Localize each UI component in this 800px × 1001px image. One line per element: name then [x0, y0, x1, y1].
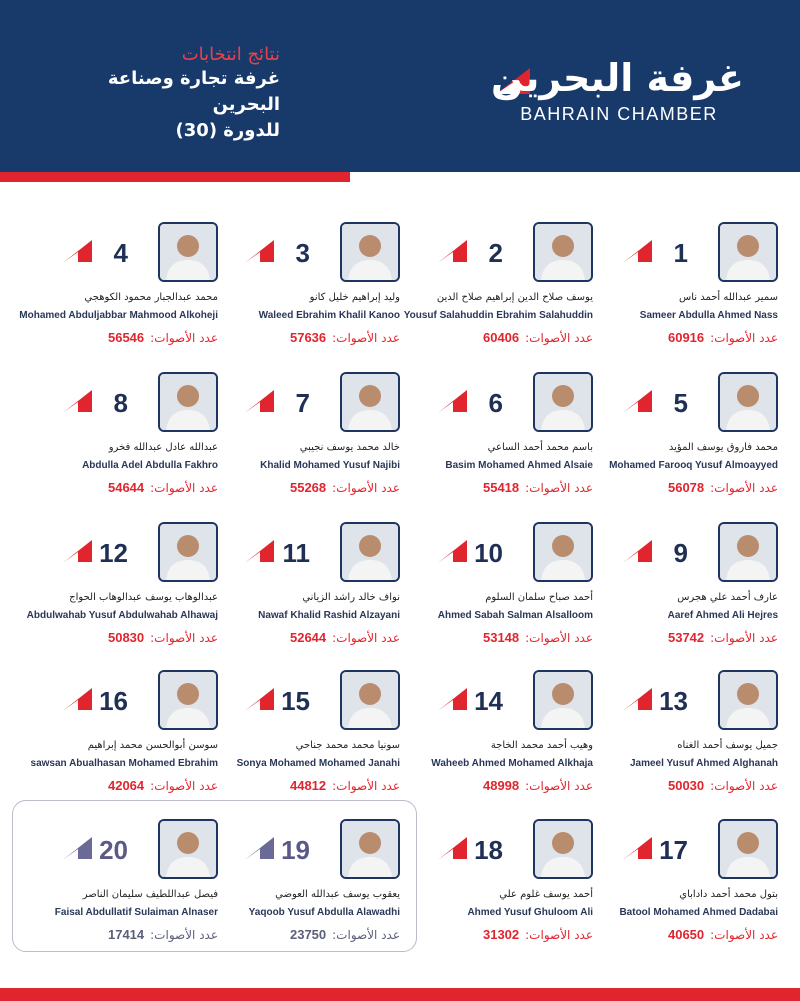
candidate-votes — [210, 330, 400, 345]
rank-triangle-icon — [64, 688, 92, 710]
candidate-votes — [403, 330, 593, 345]
votes-label: عدد الأصوات: — [332, 779, 400, 793]
votes-label: عدد الأصوات: — [332, 631, 400, 645]
candidate-photo — [158, 372, 218, 432]
candidate-card — [210, 522, 400, 662]
candidate-name-arabic: وليد إبراهيم خليل كانو — [309, 292, 400, 303]
votes-count: 23750 — [289, 927, 327, 942]
header-red-stripe — [0, 172, 350, 182]
candidate-name-arabic: محمد فاروق يوسف المؤيد — [668, 442, 778, 453]
votes-count: 57636 — [289, 330, 327, 345]
portrait-icon — [342, 524, 398, 580]
candidate-photo — [718, 372, 778, 432]
candidate-name-arabic: أحمد صباح سلمان السلوم — [485, 592, 593, 603]
candidate-rank: 19 — [281, 835, 310, 865]
votes-count: 31302 — [482, 927, 520, 942]
candidate-name-arabic: باسم محمد أحمد الساعي — [487, 442, 593, 453]
votes-count: 42064 — [107, 778, 145, 793]
candidate-card — [19, 222, 218, 362]
candidate-votes — [588, 480, 778, 495]
rank-triangle-icon — [624, 390, 652, 412]
footer-red-bar — [0, 988, 800, 1001]
candidate-name-english: Sameer Abdulla Ahmed Nass — [639, 310, 778, 321]
candidate-name-english: Waheeb Ahmed Mohamed Alkhaja — [431, 758, 593, 769]
candidate-rank: 17 — [659, 835, 688, 865]
candidate-card — [210, 819, 400, 959]
candidate-votes — [588, 927, 778, 942]
candidate-photo — [340, 670, 400, 730]
portrait-icon — [535, 374, 591, 430]
candidate-card — [210, 372, 400, 512]
candidate-name-arabic: خالد محمد يوسف نجيبي — [299, 442, 400, 453]
candidate-votes — [28, 480, 218, 495]
candidate-name-arabic: سمير عبدالله أحمد ناس — [679, 292, 778, 303]
portrait-icon — [535, 672, 591, 728]
candidate-name-arabic: يوسف صلاح الدين إبراهيم صلاح الدين — [436, 292, 593, 303]
candidate-name-arabic: بتول محمد أحمد داداباي — [679, 889, 778, 900]
title-line-2: غرفة تجارة وصناعة البحرين — [107, 68, 280, 115]
candidate-votes — [28, 927, 218, 942]
rank-triangle-icon — [246, 240, 274, 262]
candidate-name-english: Abdulwahab Yusuf Abdulwahab Alhawaj — [26, 610, 218, 621]
votes-label: عدد الأصوات: — [525, 481, 593, 495]
candidate-photo — [158, 522, 218, 582]
rank-triangle-icon — [624, 688, 652, 710]
candidate-card — [28, 819, 218, 959]
candidate-rank: 6 — [488, 388, 503, 418]
candidate-votes — [403, 480, 593, 495]
candidate-rank: 14 — [474, 686, 503, 716]
candidate-votes — [403, 778, 593, 793]
portrait-icon — [160, 374, 216, 430]
portrait-icon — [342, 224, 398, 280]
votes-count: 48998 — [482, 778, 520, 793]
candidate-rank: 5 — [673, 388, 688, 418]
rank-triangle-icon — [246, 390, 274, 412]
votes-count: 55418 — [482, 480, 520, 495]
votes-count: 54644 — [107, 480, 145, 495]
candidate-votes — [210, 927, 400, 942]
portrait-icon — [342, 821, 398, 877]
candidate-card — [403, 819, 593, 959]
rank-triangle-icon — [64, 390, 92, 412]
votes-label: عدد الأصوات: — [525, 631, 593, 645]
portrait-icon — [535, 224, 591, 280]
votes-count: 55268 — [289, 480, 327, 495]
rank-triangle-icon — [64, 837, 92, 859]
portrait-icon — [535, 821, 591, 877]
candidate-votes — [403, 630, 593, 645]
portrait-icon — [160, 672, 216, 728]
candidate-rank: 16 — [99, 686, 128, 716]
candidate-name-arabic: سونيا محمد محمد جناحي — [295, 740, 400, 751]
rank-triangle-icon — [624, 240, 652, 262]
candidate-name-english: Ahmed Yusuf Ghuloom Ali — [467, 907, 593, 918]
candidate-photo — [533, 222, 593, 282]
votes-label: عدد الأصوات: — [710, 779, 778, 793]
candidate-name-english: Nawaf Khalid Rashid Alzayani — [258, 610, 400, 621]
votes-count: 40650 — [667, 927, 705, 942]
votes-label: عدد الأصوات: — [332, 331, 400, 345]
portrait-icon — [160, 821, 216, 877]
candidate-name-arabic: عارف أحمد علي هجرس — [677, 592, 778, 603]
votes-count: 56078 — [667, 480, 705, 495]
votes-count: 17414 — [107, 927, 145, 942]
candidate-rank: 2 — [488, 238, 503, 268]
candidate-votes — [28, 630, 218, 645]
votes-count: 53742 — [667, 630, 705, 645]
votes-count: 44812 — [289, 778, 327, 793]
candidate-rank: 8 — [113, 388, 128, 418]
votes-label: عدد الأصوات: — [710, 928, 778, 942]
votes-label: عدد الأصوات: — [332, 481, 400, 495]
candidate-card — [28, 522, 218, 662]
candidate-votes — [588, 330, 778, 345]
candidate-name-english: Khalid Mohamed Yusuf Najibi — [260, 460, 400, 471]
candidate-rank: 4 — [113, 238, 128, 268]
candidate-card — [588, 372, 778, 512]
rank-triangle-icon — [246, 688, 274, 710]
candidate-rank: 18 — [474, 835, 503, 865]
votes-label: عدد الأصوات: — [150, 331, 218, 345]
candidate-name-arabic: عبدالوهاب يوسف عبدالوهاب الحواج — [69, 592, 218, 603]
candidate-name-english: Aaref Ahmed Ali Hejres — [667, 610, 778, 621]
candidate-card — [28, 670, 218, 810]
candidate-name-english: Basim Mohamed Ahmed Alsaie — [445, 460, 593, 471]
candidate-votes — [210, 630, 400, 645]
portrait-icon — [535, 524, 591, 580]
portrait-icon — [720, 821, 776, 877]
votes-label: عدد الأصوات: — [710, 331, 778, 345]
page-title — [40, 44, 280, 144]
portrait-icon — [720, 374, 776, 430]
candidate-rank: 13 — [659, 686, 688, 716]
rank-triangle-icon — [624, 540, 652, 562]
candidate-name-arabic: سوسن أبوالحسن محمد إبراهيم — [87, 740, 218, 751]
rank-triangle-icon — [246, 837, 274, 859]
candidate-rank: 12 — [99, 538, 128, 568]
candidate-rank: 15 — [281, 686, 310, 716]
rank-triangle-icon — [439, 688, 467, 710]
candidate-card — [588, 222, 778, 362]
votes-label: عدد الأصوات: — [525, 331, 593, 345]
candidate-card — [588, 522, 778, 662]
candidate-name-arabic: محمد عبدالجبار محمود الكوهجي — [84, 292, 218, 303]
votes-label: عدد الأصوات: — [710, 631, 778, 645]
votes-label: عدد الأصوات: — [525, 779, 593, 793]
candidate-photo — [340, 819, 400, 879]
portrait-icon — [342, 374, 398, 430]
candidate-name-english: Sonya Mohamed Mohamed Janahi — [236, 758, 400, 769]
candidate-photo — [533, 670, 593, 730]
candidate-name-arabic: فيصل عبداللطيف سليمان الناصر — [82, 889, 218, 900]
bahrain-chamber-logo — [490, 56, 754, 130]
candidate-votes — [28, 778, 218, 793]
candidate-card — [588, 819, 778, 959]
votes-label: عدد الأصوات: — [525, 928, 593, 942]
candidate-photo — [533, 372, 593, 432]
candidate-photo — [533, 522, 593, 582]
portrait-icon — [160, 524, 216, 580]
portrait-icon — [720, 524, 776, 580]
votes-label: عدد الأصوات: — [150, 779, 218, 793]
title-line-3: للدورة (30) — [175, 120, 280, 141]
candidate-name-arabic: عبدالله عادل عبدالله فخرو — [108, 442, 218, 453]
candidate-rank: 1 — [673, 238, 688, 268]
rank-triangle-icon — [439, 837, 467, 859]
candidate-name-arabic: أحمد يوسف غلوم علي — [499, 889, 593, 900]
rank-triangle-icon — [624, 837, 652, 859]
candidate-name-arabic: يعقوب يوسف عبدالله العوضي — [275, 889, 400, 900]
portrait-icon — [720, 224, 776, 280]
candidate-name-arabic: وهيب أحمد محمد الخاجة — [490, 740, 593, 751]
candidate-name-english: Jameel Yusuf Ahmed Alghanah — [629, 758, 778, 769]
logo-english-text: BAHRAIN CHAMBER — [520, 104, 718, 124]
votes-count: 52644 — [289, 630, 327, 645]
votes-count: 56546 — [107, 330, 145, 345]
votes-count: 50030 — [667, 778, 705, 793]
rank-triangle-icon — [439, 240, 467, 262]
portrait-icon — [720, 672, 776, 728]
candidate-card — [28, 372, 218, 512]
candidate-votes — [403, 927, 593, 942]
candidate-name-english: Mohamed Farooq Yusuf Almoayyed — [609, 460, 778, 471]
candidate-photo — [158, 222, 218, 282]
portrait-icon — [342, 672, 398, 728]
candidate-photo — [158, 670, 218, 730]
rank-triangle-icon — [64, 240, 92, 262]
candidate-votes — [210, 778, 400, 793]
candidate-card — [588, 670, 778, 810]
candidate-name-english: Ahmed Sabah Salman Alsalloom — [437, 610, 593, 621]
candidate-name-english: sawsan Abualhasan Mohamed Ebrahim — [30, 758, 218, 769]
votes-label: عدد الأصوات: — [332, 928, 400, 942]
candidate-rank: 9 — [673, 538, 688, 568]
candidate-photo — [158, 819, 218, 879]
candidate-name-arabic: نواف خالد راشد الزياني — [302, 592, 400, 603]
candidate-photo — [340, 372, 400, 432]
candidate-name-english: Yousuf Salahuddin Ebrahim Salahuddin — [403, 310, 593, 321]
candidate-photo — [718, 222, 778, 282]
candidate-photo — [718, 819, 778, 879]
candidate-name-english: Yaqoob Yusuf Abdulla Alawadhi — [248, 907, 400, 918]
votes-count: 53148 — [482, 630, 520, 645]
candidate-name-english: Waleed Ebrahim Khalil Kanoo — [258, 310, 400, 321]
candidate-name-english: Abdulla Adel Abdulla Fakhro — [82, 460, 218, 471]
candidate-rank: 20 — [99, 835, 128, 865]
candidate-rank: 11 — [282, 538, 310, 568]
candidate-card — [210, 670, 400, 810]
candidate-votes — [28, 330, 218, 345]
candidate-name-english: Mohamed Abduljabbar Mahmood Alkoheji — [19, 310, 218, 321]
rank-triangle-icon — [246, 540, 274, 562]
candidate-card — [403, 670, 593, 810]
candidate-rank: 7 — [295, 388, 310, 418]
rank-triangle-icon — [64, 540, 92, 562]
votes-label: عدد الأصوات: — [150, 928, 218, 942]
candidate-name-english: Batool Mohamed Ahmed Dadabai — [619, 907, 778, 918]
candidate-photo — [340, 522, 400, 582]
candidate-votes — [588, 778, 778, 793]
logo-arabic-text: غرفة البحرين — [490, 56, 744, 100]
portrait-icon — [160, 224, 216, 280]
votes-count: 60916 — [667, 330, 705, 345]
title-line-1: نتائج انتخابات — [181, 44, 280, 65]
candidate-votes — [588, 630, 778, 645]
header-white-stripe — [350, 172, 800, 177]
candidate-name-arabic: جميل يوسف أحمد الغناه — [677, 740, 778, 751]
rank-triangle-icon — [439, 390, 467, 412]
candidate-photo — [533, 819, 593, 879]
candidate-photo — [718, 522, 778, 582]
candidate-votes — [210, 480, 400, 495]
votes-label: عدد الأصوات: — [710, 481, 778, 495]
candidate-name-english: Faisal Abdullatif Sulaiman Alnaser — [54, 907, 218, 918]
votes-count: 50830 — [107, 630, 145, 645]
candidate-photo — [718, 670, 778, 730]
candidate-photo — [340, 222, 400, 282]
candidate-card — [403, 522, 593, 662]
votes-label: عدد الأصوات: — [150, 631, 218, 645]
candidate-card — [210, 222, 400, 362]
candidate-card — [403, 222, 593, 362]
votes-label: عدد الأصوات: — [150, 481, 218, 495]
candidate-rank: 10 — [474, 538, 503, 568]
candidate-rank: 3 — [295, 238, 310, 268]
candidate-card — [403, 372, 593, 512]
votes-count: 60406 — [482, 330, 520, 345]
rank-triangle-icon — [439, 540, 467, 562]
